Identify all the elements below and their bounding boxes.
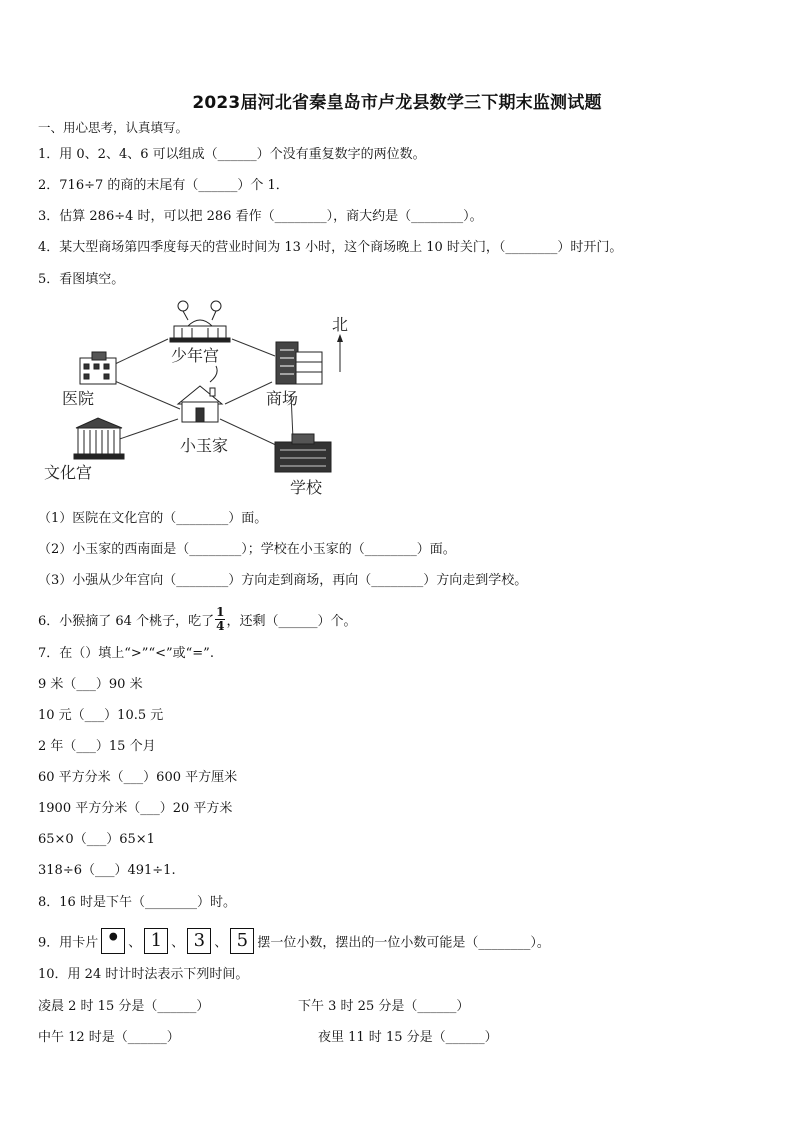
- card-5: 5: [230, 928, 254, 954]
- question-2: 2．716÷7 的商的末尾有（______）个 1．: [38, 178, 289, 193]
- fraction: [215, 606, 225, 633]
- label-wenhuagong: 文化宫: [44, 463, 93, 482]
- question-3: 3．估算 286÷4 时，可以把 286 看作（________），商大约是（________）。: [38, 209, 483, 224]
- question-7-item: 1900 平方分米（___）20 平方米: [38, 801, 233, 816]
- question-7-item: 60 平方分米（___）600 平方厘米: [38, 770, 238, 785]
- question-10-item: 夜里 11 时 15 分是（______）: [318, 1030, 498, 1045]
- label-xuexiao: 学校: [290, 478, 323, 497]
- question-7-item: 65×0（___）65×1: [38, 832, 155, 847]
- question-10-item: 中午 12 时是（______）: [38, 1030, 180, 1045]
- question-4: 4．某大型商场第四季度每天的营业时间为 13 小时，这个商场晚上 10 时关门，（________）时开门。: [38, 240, 623, 255]
- question-7: 7．在（）填上“>”“<”或“=”.: [38, 646, 214, 661]
- question-6: [38, 605, 357, 635]
- question-6-text: 6．小猴摘了 64 个桃子，吃了: [38, 614, 215, 629]
- question-5-2: （2）小玉家的西南面是（________）；学校在小玉家的（________）面。: [38, 542, 456, 557]
- question-7-item: 318÷6（___）491÷1.: [38, 863, 176, 878]
- school-icon: [275, 434, 331, 472]
- question-5-1: （1）医院在文化宫的（________）面。: [38, 511, 268, 526]
- section-heading: 一、用心思考，认真填写。: [38, 120, 189, 135]
- card-1: 1: [144, 928, 168, 954]
- mall-icon: [276, 342, 322, 384]
- question-5-3: （3）小强从少年宫向（________）方向走到商场，再向（________）方向走到学校。: [38, 573, 528, 588]
- hospital-icon: [80, 352, 116, 384]
- question-10: 10．用 24 时计时法表示下列时间。: [38, 967, 249, 982]
- fraction-numerator: 1: [216, 605, 225, 619]
- question-10-item: 凌晨 2 时 15 分是（______）: [38, 999, 210, 1014]
- label-yiyuan: 医院: [62, 389, 95, 408]
- page-title: 2023届河北省秦皇岛市卢龙县数学三下期末监测试题: [192, 93, 602, 113]
- map-figure: [40, 294, 360, 499]
- fraction-denominator: 4: [216, 619, 225, 633]
- card-dot: •: [101, 928, 125, 954]
- question-8: 8．16 时是下午（________）时。: [38, 895, 236, 910]
- separator: 、: [171, 935, 185, 951]
- question-7-item: 9 米（___）90 米: [38, 677, 143, 692]
- separator: 、: [128, 935, 142, 951]
- question-1: 1．用 0、2、4、6 可以组成（______）个没有重复数字的两位数。: [38, 147, 426, 162]
- north-arrow-icon: [337, 334, 343, 372]
- question-9-tail: 摆一位小数，摆出的一位小数可能是（________）。: [257, 935, 550, 951]
- temple-icon: [74, 418, 124, 459]
- label-xiaoyujia: 小玉家: [180, 436, 229, 455]
- question-7-item: 2 年（___）15 个月: [38, 739, 156, 754]
- label-shangchang: 商场: [266, 389, 299, 408]
- question-5: 5．看图填空。: [38, 272, 125, 287]
- question-9: [38, 925, 550, 956]
- question-6-tail: ，还剩（______）个。: [226, 614, 357, 629]
- question-9-text: 9．用卡片: [38, 935, 99, 951]
- card-3: 3: [187, 928, 211, 954]
- palace-icon: [170, 301, 230, 342]
- question-10-item: 下午 3 时 25 分是（______）: [298, 999, 470, 1014]
- question-7-item: 10 元（___）10.5 元: [38, 708, 164, 723]
- house-icon: [178, 366, 222, 422]
- label-north: 北: [332, 315, 349, 334]
- label-shaoniangong: 少年宫: [171, 346, 220, 365]
- separator: 、: [214, 935, 228, 951]
